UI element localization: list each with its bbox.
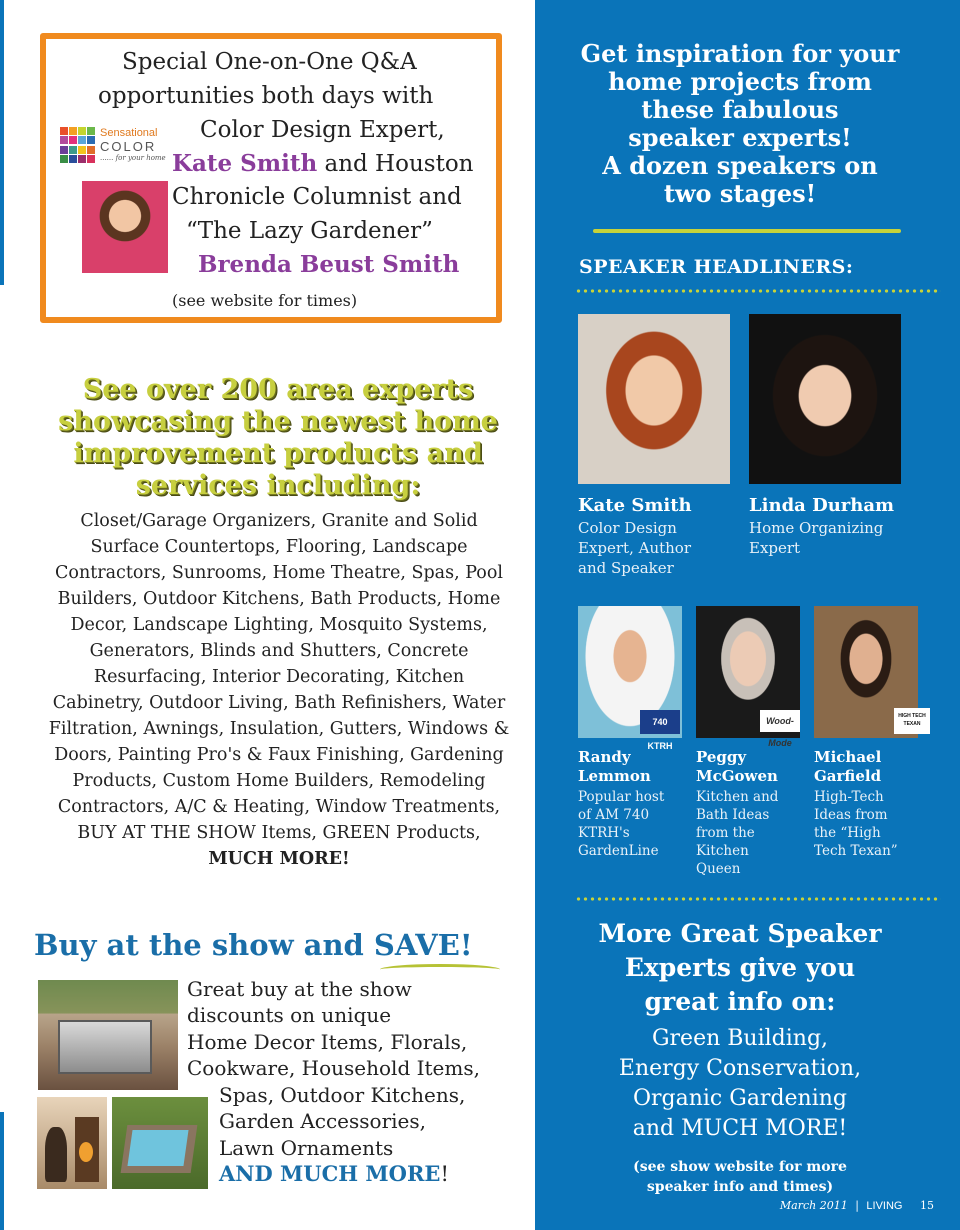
more-heading-line: Experts give you xyxy=(624,953,856,982)
dotted-divider-top xyxy=(575,289,941,293)
inspiration-line: speaker experts! xyxy=(628,123,852,152)
buy-heading: Buy at the show and SAVE! xyxy=(34,928,473,962)
qa-line-2: opportunities both days with xyxy=(98,83,434,109)
sensational-color-logo xyxy=(60,127,170,167)
more-speakers-heading xyxy=(535,917,945,1019)
footer-issue: March 2011 xyxy=(779,1199,848,1212)
logo-word-sensational: Sensational xyxy=(100,127,158,139)
buy-line-2: discounts on unique xyxy=(187,1003,392,1027)
buy-line-5: Spas, Outdoor Kitchens, xyxy=(219,1083,466,1107)
kate-smith-headliner-photo xyxy=(578,314,730,484)
left-edge-accent-top xyxy=(0,0,4,285)
buy-and-much-more xyxy=(219,1161,449,1186)
inspiration-line: these fabulous xyxy=(641,95,839,124)
speaker-desc-linda-durham-2: Expert xyxy=(749,539,801,557)
speaker-desc-michael-3: the “High xyxy=(814,825,881,841)
qa-line-1: Special One-on-One Q&A xyxy=(122,49,417,75)
logo-word-color: COLOR xyxy=(100,139,157,154)
brenda-smith-name: Brenda Beust Smith xyxy=(198,251,460,278)
speaker-desc-randy-1: Popular host xyxy=(578,789,665,805)
color-swatch-logo-icon xyxy=(60,127,96,163)
wood-mode-badge: Wood-Mode xyxy=(760,710,800,732)
services-list xyxy=(48,508,510,872)
topic-line: Energy Conservation, xyxy=(618,1056,862,1081)
qa-line-4 xyxy=(172,150,473,177)
speaker-desc-kate-smith-1: Color Design xyxy=(578,519,677,537)
speaker-name-randy-2: Lemmon xyxy=(578,767,651,785)
logo-tagline: ...... for your home xyxy=(100,154,166,162)
experts-heading: See over 200 area experts showcasing the newest home improvement products and services including: xyxy=(58,374,498,501)
see-website-note xyxy=(535,1157,945,1197)
speaker-desc-kate-smith-3: and Speaker xyxy=(578,559,674,577)
peggy-mcgowen-photo xyxy=(696,606,800,748)
speaker-desc-peggy-1: Kitchen and xyxy=(696,789,779,805)
topic-line: Organic Gardening xyxy=(632,1086,848,1111)
buy-line-3: Home Decor Items, Florals, xyxy=(187,1030,468,1054)
footer-separator: | xyxy=(855,1199,859,1212)
qa-line-5: Chronicle Columnist and xyxy=(172,184,462,210)
speaker-desc-peggy-3: from the xyxy=(696,825,755,841)
speaker-name-linda-durham: Linda Durham xyxy=(749,495,895,516)
more-heading-line: great info on: xyxy=(644,987,836,1016)
qa-line-4-rest: and Houston xyxy=(317,151,474,177)
left-edge-accent-bottom xyxy=(0,1112,4,1230)
hot-tub-photo xyxy=(112,1097,208,1189)
footer-section: LIVING xyxy=(866,1200,903,1212)
speaker-name-peggy-1: Peggy xyxy=(696,748,747,766)
buy-line-4: Cookware, Household Items, xyxy=(187,1056,480,1080)
buy-line-1: Great buy at the show xyxy=(187,977,412,1001)
services-more: MUCH MORE! xyxy=(208,849,350,869)
topic-line: and MUCH MORE! xyxy=(632,1116,848,1141)
inspiration-heading xyxy=(535,40,945,208)
buy-line-7: Lawn Ornaments xyxy=(219,1136,394,1160)
linda-durham-headliner-photo xyxy=(749,314,901,484)
speaker-topics xyxy=(535,1024,945,1144)
speaker-desc-michael-4: Tech Texan” xyxy=(814,843,898,859)
speaker-desc-michael-1: High-Tech xyxy=(814,789,884,805)
randy-lemmon-photo xyxy=(578,606,682,751)
speaker-name-michael-1: Michael xyxy=(814,748,882,766)
outdoor-kitchen-photo xyxy=(38,980,178,1090)
footer-page-number: 15 xyxy=(920,1199,934,1212)
decor-lamps-photo xyxy=(37,1097,107,1189)
buy-more-text: AND MUCH MORE xyxy=(219,1161,441,1186)
dotted-divider-bottom xyxy=(575,897,941,901)
see-site-line: (see show website for more xyxy=(633,1159,847,1175)
speaker-desc-peggy-2: Bath Ideas xyxy=(696,807,770,823)
page-footer xyxy=(780,1199,934,1212)
speaker-desc-peggy-5: Queen xyxy=(696,861,741,877)
qa-callout-box xyxy=(40,33,502,323)
topic-line: Green Building, xyxy=(651,1026,829,1051)
services-text: Closet/Garage Organizers, Granite and Solid Surface Countertops, Flooring, Landscape Contractors, Sunrooms, Home Theatre, Spas, Pool Builders, Outdoor Kitchens, Bath Products, Home Decor, Landscape Lighting, Mosquito Systems, Generators, Blinds and Shutters, Concrete Resurfacing, Interior Decorating, Kitchen Cabinetry, Outdoor Living, Bath Refinishers, Water Filtration, Awnings, Insulation, Gutters, Windows & Doors, Painting Pro's & Faux Finishing, Gardening Products, Custom Home Builders, Remodeling Contractors, A/C & Heating, Window Treatments, BUY AT THE SHOW Items, GREEN Products, xyxy=(48,511,510,843)
see-site-line: speaker info and times) xyxy=(646,1179,834,1195)
speaker-desc-kate-smith-2: Expert, Author xyxy=(578,539,692,557)
buy-line-6: Garden Accessories, xyxy=(219,1109,427,1133)
speaker-name-michael-2: Garfield xyxy=(814,767,882,785)
speaker-panel xyxy=(535,0,960,1230)
speaker-desc-randy-4: GardenLine xyxy=(578,843,659,859)
yellow-divider xyxy=(593,229,901,233)
speaker-name-randy-1: Randy xyxy=(578,748,631,766)
inspiration-line: Get inspiration for your xyxy=(580,39,900,68)
buy-heading-underline xyxy=(380,964,500,975)
inspiration-line: two stages! xyxy=(663,179,817,208)
inspiration-line: home projects from xyxy=(608,67,872,96)
speaker-name-kate-smith: Kate Smith xyxy=(578,495,692,516)
more-heading-line: More Great Speaker xyxy=(598,919,882,948)
speaker-desc-randy-3: KTRH's xyxy=(578,825,630,841)
high-tech-texan-badge: HIGH TECH TEXAN xyxy=(894,708,930,734)
speaker-name-peggy-2: McGowen xyxy=(696,767,778,785)
kate-smith-photo xyxy=(82,181,168,273)
qa-times-note: (see website for times) xyxy=(172,291,358,310)
ktrh-740-badge: 740 KTRH xyxy=(640,710,680,734)
speaker-desc-michael-2: Ideas from xyxy=(814,807,888,823)
speaker-desc-linda-durham-1: Home Organizing xyxy=(749,519,884,537)
michael-garfield-photo xyxy=(814,606,926,738)
inspiration-line: A dozen speakers on xyxy=(602,151,878,180)
kate-smith-name: Kate Smith xyxy=(172,150,318,177)
qa-line-6: “The Lazy Gardener” xyxy=(186,218,433,244)
speaker-headliners-title: SPEAKER HEADLINERS: xyxy=(579,256,854,278)
speaker-desc-randy-2: of AM 740 xyxy=(578,807,650,823)
buy-more-punct: ! xyxy=(440,1162,449,1186)
qa-line-3: Color Design Expert, xyxy=(200,117,445,143)
speaker-desc-peggy-4: Kitchen xyxy=(696,843,749,859)
